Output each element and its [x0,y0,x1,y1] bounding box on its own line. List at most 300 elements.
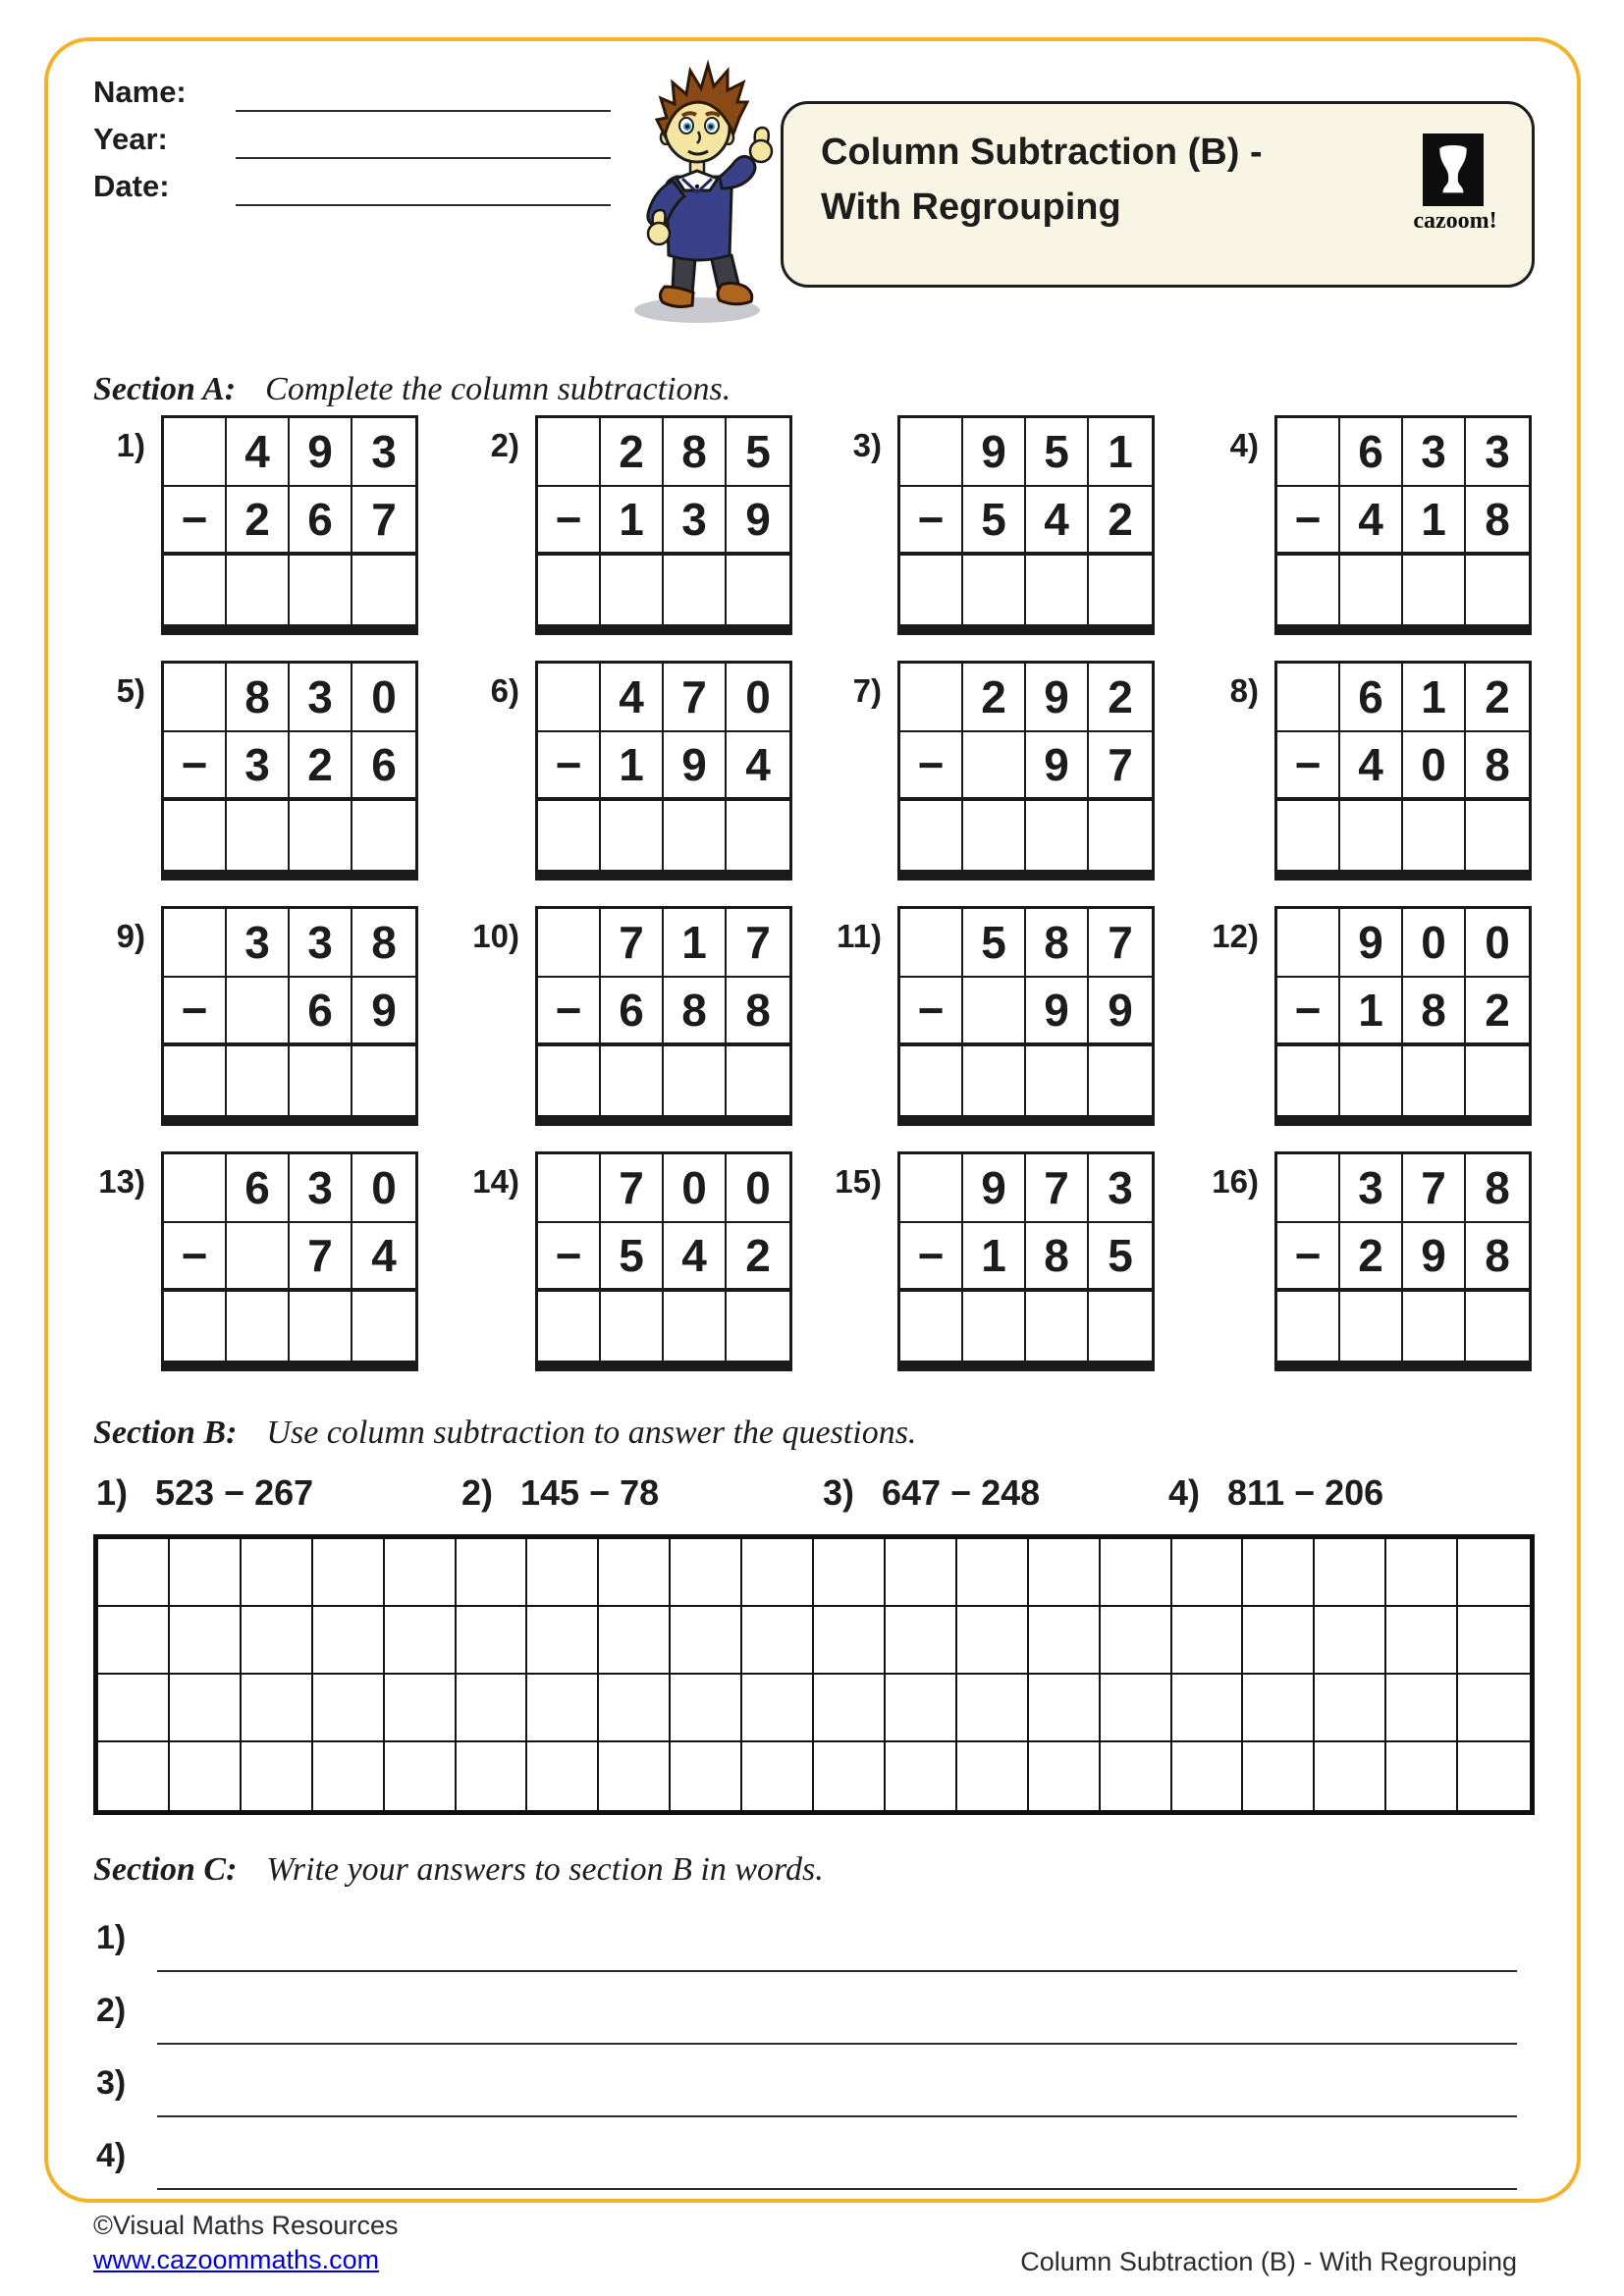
section-a-instruction: Complete the column subtractions. [265,371,731,407]
digit-cell: 5 [963,909,1026,978]
digit-cell: 3 [1089,1154,1152,1223]
work-grid-cell[interactable] [1458,1675,1530,1742]
subtraction-problem [459,1151,792,1371]
answer-cell[interactable] [1403,801,1466,870]
digit-cell: 4 [601,664,664,732]
blank-cell [900,1154,963,1223]
problem-number: 4) [1168,1472,1201,1513]
work-grid-cell[interactable] [1243,1675,1315,1742]
answer-cell[interactable] [1466,556,1529,624]
digit-cell: 9 [1403,1223,1466,1292]
problem-number: 16) [1212,1163,1259,1200]
work-grid-cell[interactable] [1029,1607,1101,1675]
work-grid-cell[interactable] [671,1607,742,1675]
work-grid-cell[interactable] [814,1742,886,1810]
website-link[interactable]: www.cazoommaths.com [93,2245,380,2274]
work-grid-cell[interactable] [1101,1539,1172,1607]
answer-cell[interactable] [1026,556,1089,624]
year-line[interactable] [236,157,611,159]
digit-cell: 8 [1466,1223,1529,1292]
answer-in-words-row [96,1919,1520,1978]
work-grid-cell[interactable] [1172,1607,1244,1675]
answer-cell[interactable] [1340,801,1403,870]
digit-cell: 8 [1466,732,1529,801]
subtraction-problem [1198,661,1532,881]
digit-cell: 9 [1026,732,1089,801]
digit-cell: 5 [963,487,1026,556]
minus-sign: − [1277,732,1340,801]
answer-cell[interactable] [1026,1046,1089,1115]
digit-cell: 9 [1026,664,1089,732]
work-grid-cell[interactable] [313,1742,385,1810]
work-grid-cell[interactable] [957,1539,1029,1607]
work-grid-cell[interactable] [98,1742,170,1810]
answer-cell[interactable] [352,801,415,870]
work-grid-cell[interactable] [1029,1539,1101,1607]
minus-sign: − [900,978,963,1046]
answer-cell[interactable] [1277,556,1340,624]
work-grid-cell[interactable] [742,1607,814,1675]
answer-cell[interactable] [1466,1046,1529,1115]
digit-cell: 9 [963,1154,1026,1223]
work-grid-cell[interactable] [1386,1675,1458,1742]
minus-sign: − [900,732,963,801]
work-grid-cell[interactable] [886,1742,957,1810]
subtraction-problem [459,415,792,635]
answer-cell[interactable] [727,1292,789,1361]
answer-cell[interactable] [727,1046,789,1115]
answer-cell[interactable] [601,556,664,624]
minus-sign: − [538,487,601,556]
subtraction-problem [84,906,418,1126]
problem-number: 8) [1229,672,1259,709]
work-grid-cell[interactable] [1315,1742,1386,1810]
date-label: Date: [93,169,170,203]
problem-number: 11) [837,918,882,954]
work-grid-cell[interactable] [385,1742,457,1810]
digit-cell: 3 [1340,1154,1403,1223]
blank-cell [164,418,227,487]
answer-cell[interactable] [227,801,290,870]
answer-cell[interactable] [227,556,290,624]
answer-cell[interactable] [727,556,789,624]
digit-cell: 6 [290,978,352,1046]
answer-cell[interactable] [664,1046,727,1115]
work-grid-cell[interactable] [1029,1675,1101,1742]
digit-cell: 2 [963,664,1026,732]
digit-cell: 1 [601,732,664,801]
subtraction-problem [1198,1151,1532,1371]
work-grid-cell[interactable] [1386,1742,1458,1810]
subtraction-grid [161,906,418,1126]
digit-cell: 8 [227,664,290,732]
subtraction-grid [535,1151,792,1371]
copyright-text: ©Visual Maths Resources [93,2211,399,2240]
work-grid-cell[interactable] [671,1539,742,1607]
problem-number: 12) [1212,918,1259,954]
work-grid-cell[interactable] [671,1742,742,1810]
answer-cell[interactable] [601,801,664,870]
answer-cell[interactable] [900,801,963,870]
digit-cell: 8 [664,418,727,487]
answer-cell[interactable] [538,1292,601,1361]
blank-cell [963,978,1026,1046]
work-grid-cell[interactable] [671,1675,742,1742]
answer-cell[interactable] [664,1292,727,1361]
digit-cell: 0 [727,664,789,732]
work-grid-cell[interactable] [242,1539,313,1607]
work-grid-cell[interactable] [742,1675,814,1742]
digit-cell: 2 [290,732,352,801]
digit-cell: 4 [664,1223,727,1292]
minus-sign: − [538,732,601,801]
answer-cell[interactable] [1403,1046,1466,1115]
work-grid-cell[interactable] [1172,1742,1244,1810]
answer-cell[interactable] [900,1046,963,1115]
subtraction-problem [84,1151,418,1371]
work-grid-cell[interactable] [1101,1675,1172,1742]
work-grid-cell[interactable] [242,1742,313,1810]
work-grid-cell[interactable] [742,1742,814,1810]
digit-cell: 3 [290,664,352,732]
digit-cell: 6 [290,487,352,556]
subtraction-problem [84,415,418,635]
digit-cell: 7 [1403,1154,1466,1223]
answer-cell[interactable] [963,1292,1026,1361]
subtraction-problem [821,1151,1155,1371]
subtraction-grid [1274,661,1532,881]
digit-cell: 6 [601,978,664,1046]
digit-cell: 2 [1089,664,1152,732]
answer-cell[interactable] [164,801,227,870]
digit-cell: 7 [601,1154,664,1223]
work-grid-cell[interactable] [957,1742,1029,1810]
answer-cell[interactable] [664,556,727,624]
blank-cell [900,909,963,978]
work-grid-cell[interactable] [1386,1539,1458,1607]
digit-cell: 9 [1089,978,1152,1046]
answer-cell[interactable] [963,556,1026,624]
footer-worksheet-title: Column Subtraction (B) - With Regrouping [1020,2247,1517,2276]
work-grid-cell[interactable] [313,1675,385,1742]
digit-cell: 4 [1340,732,1403,801]
section-c-instruction: Write your answers to section B in words. [266,1851,824,1888]
drum-icon [1429,139,1478,200]
work-grid-cell[interactable] [527,1742,599,1810]
work-grid-cell[interactable] [957,1675,1029,1742]
digit-cell: 6 [227,1154,290,1223]
blank-cell [538,1154,601,1223]
minus-sign: − [1277,487,1340,556]
word-problem [1168,1472,1383,1514]
answer-cell[interactable] [963,801,1026,870]
minus-sign: − [1277,978,1340,1046]
digit-cell: 9 [963,418,1026,487]
minus-sign: − [538,978,601,1046]
work-grid-cell[interactable] [599,1675,671,1742]
word-problem [823,1472,1040,1514]
problem-number: 6) [490,672,519,709]
answer-in-words-row [96,2064,1520,2123]
answer-cell[interactable] [227,1046,290,1115]
digit-cell: 8 [352,909,415,978]
digit-cell: 4 [227,418,290,487]
minus-sign: − [1277,1223,1340,1292]
answer-cell[interactable] [1277,801,1340,870]
digit-cell: 0 [352,1154,415,1223]
digit-cell: 0 [1403,732,1466,801]
problem-expression: 145 − 78 [520,1472,660,1513]
answer-cell[interactable] [1089,801,1152,870]
answer-cell[interactable] [538,1046,601,1115]
answer-cell[interactable] [1089,1292,1152,1361]
subtraction-grid [1274,1151,1532,1371]
work-grid-cell[interactable] [457,1742,528,1810]
section-c-label: Section C: [93,1851,238,1888]
answer-cell[interactable] [164,556,227,624]
digit-cell: 6 [352,732,415,801]
answer-cell[interactable] [1466,801,1529,870]
work-grid-cell[interactable] [814,1675,886,1742]
work-grid-cell[interactable] [457,1607,528,1675]
cazoom-logo [1423,133,1484,206]
digit-cell: 8 [1466,1154,1529,1223]
work-grid-cell[interactable] [1029,1742,1101,1810]
year-label: Year: [93,122,168,156]
digit-cell: 3 [1403,418,1466,487]
work-grid-cell[interactable] [1315,1675,1386,1742]
subtraction-grid [535,661,792,881]
worksheet-title-line1: Column Subtraction (B) - [821,132,1263,173]
digit-cell: 0 [727,1154,789,1223]
digit-cell: 1 [1340,978,1403,1046]
work-grid-cell[interactable] [98,1539,170,1607]
answer-cell[interactable] [727,801,789,870]
answer-cell[interactable] [1026,1292,1089,1361]
answer-cell[interactable] [963,1046,1026,1115]
work-grid-cell[interactable] [1458,1742,1530,1810]
subtraction-grid [161,415,418,635]
digit-cell: 5 [727,418,789,487]
answer-cell[interactable] [900,556,963,624]
minus-sign: − [164,732,227,801]
digit-cell: 1 [664,909,727,978]
work-grid-cell[interactable] [886,1675,957,1742]
answer-cell[interactable] [1466,1292,1529,1361]
work-grid-cell[interactable] [814,1607,886,1675]
minus-sign: − [900,487,963,556]
working-grid [93,1534,1535,1815]
answer-cell[interactable] [290,801,352,870]
work-grid-cell[interactable] [313,1607,385,1675]
digit-cell: 7 [601,909,664,978]
work-grid-cell[interactable] [1101,1742,1172,1810]
answer-cell[interactable] [664,801,727,870]
digit-cell: 0 [664,1154,727,1223]
subtraction-grid [535,906,792,1126]
answer-cell[interactable] [290,1292,352,1361]
answer-line[interactable] [157,2043,1517,2045]
answer-cell[interactable] [1089,556,1152,624]
answer-cell[interactable] [164,1292,227,1361]
digit-cell: 8 [727,978,789,1046]
answer-cell[interactable] [1340,1292,1403,1361]
digit-cell: 7 [1089,909,1152,978]
digit-cell: 4 [1340,487,1403,556]
problem-number: 13) [98,1163,145,1200]
answer-cell[interactable] [601,1292,664,1361]
answer-cell[interactable] [1340,556,1403,624]
work-grid-cell[interactable] [527,1607,599,1675]
work-grid-cell[interactable] [599,1539,671,1607]
digit-cell: 5 [1089,1223,1152,1292]
answer-line[interactable] [157,2188,1517,2190]
work-grid-cell[interactable] [385,1539,457,1607]
work-grid-cell[interactable] [742,1539,814,1607]
blank-cell [1277,418,1340,487]
digit-cell: 8 [664,978,727,1046]
work-grid-cell[interactable] [1458,1607,1530,1675]
date-line[interactable] [236,204,611,206]
digit-cell: 8 [1466,487,1529,556]
work-grid-cell[interactable] [1243,1539,1315,1607]
digit-cell: 3 [227,909,290,978]
work-grid-cell[interactable] [242,1675,313,1742]
minus-sign: − [164,487,227,556]
answer-in-words-row [96,2137,1520,2196]
subtraction-problem [821,415,1155,635]
answer-cell[interactable] [900,1292,963,1361]
answer-cell[interactable] [164,1046,227,1115]
subtraction-grid [1274,415,1532,635]
work-grid-cell[interactable] [1243,1607,1315,1675]
answer-cell[interactable] [352,1046,415,1115]
answer-cell[interactable] [1403,556,1466,624]
digit-cell: 1 [1089,418,1152,487]
problem-number: 1) [116,427,145,463]
minus-sign: − [164,978,227,1046]
subtraction-problem [821,906,1155,1126]
work-grid-cell[interactable] [1101,1607,1172,1675]
blank-cell [963,732,1026,801]
answer-cell[interactable] [352,556,415,624]
problem-number: 1) [96,1472,129,1513]
subtraction-problem [84,661,418,881]
work-grid-cell[interactable] [457,1675,528,1742]
answer-cell[interactable] [227,1292,290,1361]
work-grid-cell[interactable] [242,1607,313,1675]
answer-cell[interactable] [1277,1046,1340,1115]
work-grid-cell[interactable] [1243,1742,1315,1810]
work-grid-cell[interactable] [170,1539,242,1607]
digit-cell: 2 [1466,978,1529,1046]
problem-number: 3) [823,1472,855,1513]
work-grid-cell[interactable] [527,1675,599,1742]
work-grid-cell[interactable] [98,1607,170,1675]
digit-cell: 1 [1403,487,1466,556]
section-a-label: Section A: [93,371,237,407]
digit-cell: 7 [727,909,789,978]
section-b-instruction: Use column subtraction to answer the questions. [266,1415,917,1451]
work-grid-cell[interactable] [599,1607,671,1675]
work-grid-cell[interactable] [1315,1539,1386,1607]
answer-cell[interactable] [538,801,601,870]
work-grid-cell[interactable] [1315,1607,1386,1675]
digit-cell: 3 [664,487,727,556]
digit-cell: 2 [601,418,664,487]
digit-cell: 0 [1403,909,1466,978]
work-grid-cell[interactable] [385,1607,457,1675]
subtraction-problem [459,661,792,881]
work-grid-cell[interactable] [1458,1539,1530,1607]
subtraction-grid [897,415,1155,635]
work-grid-cell[interactable] [527,1539,599,1607]
digit-cell: 1 [1403,664,1466,732]
blank-cell [227,978,290,1046]
work-grid-cell[interactable] [886,1607,957,1675]
work-grid-cell[interactable] [170,1675,242,1742]
blank-cell [900,664,963,732]
blank-cell [164,664,227,732]
answer-line[interactable] [157,2115,1517,2117]
problem-number: 2) [490,427,519,463]
work-grid-cell[interactable] [814,1539,886,1607]
item-number: 4) [96,2137,127,2174]
work-grid-cell[interactable] [1386,1607,1458,1675]
blank-cell [1277,1154,1340,1223]
problem-number: 4) [1229,427,1259,463]
subtraction-problem [1198,415,1532,635]
work-grid-cell[interactable] [457,1539,528,1607]
item-number: 2) [96,1992,127,2029]
work-grid-cell[interactable] [957,1607,1029,1675]
work-grid-cell[interactable] [1172,1539,1244,1607]
work-grid-cell[interactable] [98,1675,170,1742]
answer-line[interactable] [157,1970,1517,1972]
answer-cell[interactable] [1089,1046,1152,1115]
digit-cell: 8 [1403,978,1466,1046]
work-grid-cell[interactable] [886,1539,957,1607]
problem-number: 14) [472,1163,519,1200]
answer-cell[interactable] [1277,1292,1340,1361]
digit-cell: 8 [1026,1223,1089,1292]
work-grid-cell[interactable] [170,1607,242,1675]
subtraction-problem [1198,906,1532,1126]
digit-cell: 1 [601,487,664,556]
work-grid-cell[interactable] [1172,1675,1244,1742]
answer-cell[interactable] [538,556,601,624]
answer-cell[interactable] [290,1046,352,1115]
answer-cell[interactable] [1403,1292,1466,1361]
answer-cell[interactable] [1026,801,1089,870]
work-grid-cell[interactable] [599,1742,671,1810]
answer-cell[interactable] [352,1292,415,1361]
work-grid-cell[interactable] [170,1742,242,1810]
work-grid-cell[interactable] [385,1675,457,1742]
name-line[interactable] [236,110,611,112]
answer-cell[interactable] [290,556,352,624]
digit-cell: 9 [664,732,727,801]
work-grid-cell[interactable] [313,1539,385,1607]
problem-number: 7) [852,672,882,709]
digit-cell: 1 [963,1223,1026,1292]
answer-cell[interactable] [1340,1046,1403,1115]
answer-cell[interactable] [601,1046,664,1115]
problem-number: 9) [116,918,145,954]
problem-number: 10) [472,918,519,954]
digit-cell: 4 [727,732,789,801]
section-b-label: Section B: [93,1415,238,1451]
